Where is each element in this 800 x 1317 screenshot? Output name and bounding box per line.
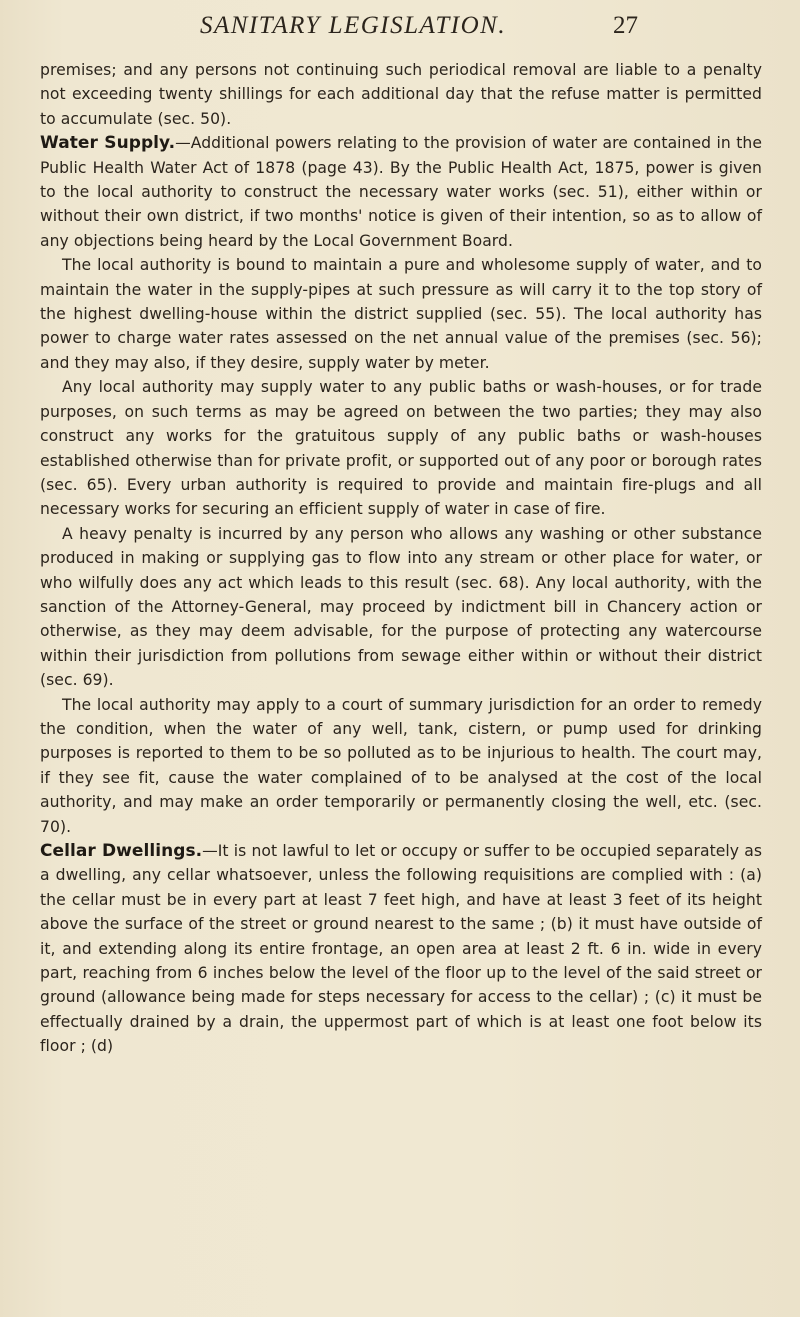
section-heading-water-supply: Water Supply. bbox=[40, 133, 176, 154]
paragraph-water-pressure bbox=[40, 253, 762, 375]
paragraph-text: A heavy penalty is incurred by any person who allows any washing or other substance produced in making or supplying gas to flow into any stream or other place for water, or who wilfully does any act which leads to this result (sec. 68). Any local authority, with the sanction of the Attorney-General, may proceed by indictment bill in Chancery action or otherwise, as they may deem advisable, for the purpose of protecting any watercourse within their jurisdiction from pollutions from sewage either within or without their district (sec. 69). bbox=[40, 524, 762, 690]
paragraph-refuse-removal bbox=[40, 58, 762, 131]
paragraph-text: The local authority may apply to a court of summary jurisdiction for an order to remedy the condition, when the water of any well, tank, cistern, or pump used for drinking purposes is reported to them to be so polluted as to be injurious to health. The court may, if they see fit, cause the water complained of to be analysed at the cost of the local authority, and may make an order temporarily or permanently closing the well, etc. (sec. 70). bbox=[40, 695, 762, 836]
paragraph-text: premises; and any persons not continuing such periodical removal are liable to a penalty not exceeding twenty shillings for each additional day that the refuse matter is permitted to accumulate (sec. 50). bbox=[40, 61, 762, 128]
paragraph-text: The local authority is bound to maintain a pure and wholesome supply of water, and to maintain the water in the supply-pipes at such pressure as will carry it to the top story of the highest dwelling-house within the district supplied (sec. 55). The local authority has power to charge water rates assessed on the net annual value of the premises (sec. 56); and they may also, if they desire, supply water by meter. bbox=[40, 256, 762, 372]
paragraph-text: —Additional powers relating to the provision of water are contained in the Public Health Water Act of 1878 (page 43). By the Public Health Act, 1875, power is given to the local authority to construct the necessary water works (sec. 51), either within or without their own district, if two months' notice is given of their intention, so as to allow of any objections being heard by the Local Government Board. bbox=[40, 134, 762, 250]
paragraph-text: Any local authority may supply water to any public baths or wash-houses, or for trade purposes, on such terms as may be agreed on between the two parties; they may also construct any works for the gratuitous supply of any public baths or wash-houses established otherwise than for private profit, or supported out of any poor or borough rates (sec. 65). Every urban authority is required to provide and maintain fire-plugs and all necessary works for securing an efficient supply of water in case of fire. bbox=[40, 378, 762, 519]
paragraph-water-supply bbox=[40, 131, 762, 253]
page-number: 27 bbox=[613, 12, 638, 39]
paragraph-polluted-wells bbox=[40, 693, 762, 839]
running-head: SANITARY LEGISLATION. bbox=[200, 12, 507, 39]
section-heading-cellar-dwellings: Cellar Dwellings. bbox=[40, 841, 203, 861]
body-text bbox=[40, 58, 762, 1059]
paragraph-text: —It is not lawful to let or occupy or suffer to be occupied separately as a dwelling, any cellar whatsoever, unless the following requisitions are complied with : (a) the cellar must be in every part at least 7 feet high, and have at least 3 feet of its height above the surface of the street or ground nearest to the same ; (b) it must have outside of it, and extending along its entire frontage, an open area at least 2 ft. 6 in. wide in every part, reaching from 6 inches below the level of the floor up to the level of the said street or ground (allowance being made for steps necessary for access to the cellar) ; (c) it must be effectually drained by a drain, the uppermost part of which is at least one foot below its floor ; (d) bbox=[40, 842, 762, 1056]
page-header bbox=[0, 8, 800, 48]
paragraph-gas-pollution bbox=[40, 522, 762, 693]
paragraph-public-baths bbox=[40, 375, 762, 521]
paragraph-cellar-dwellings bbox=[40, 839, 762, 1059]
